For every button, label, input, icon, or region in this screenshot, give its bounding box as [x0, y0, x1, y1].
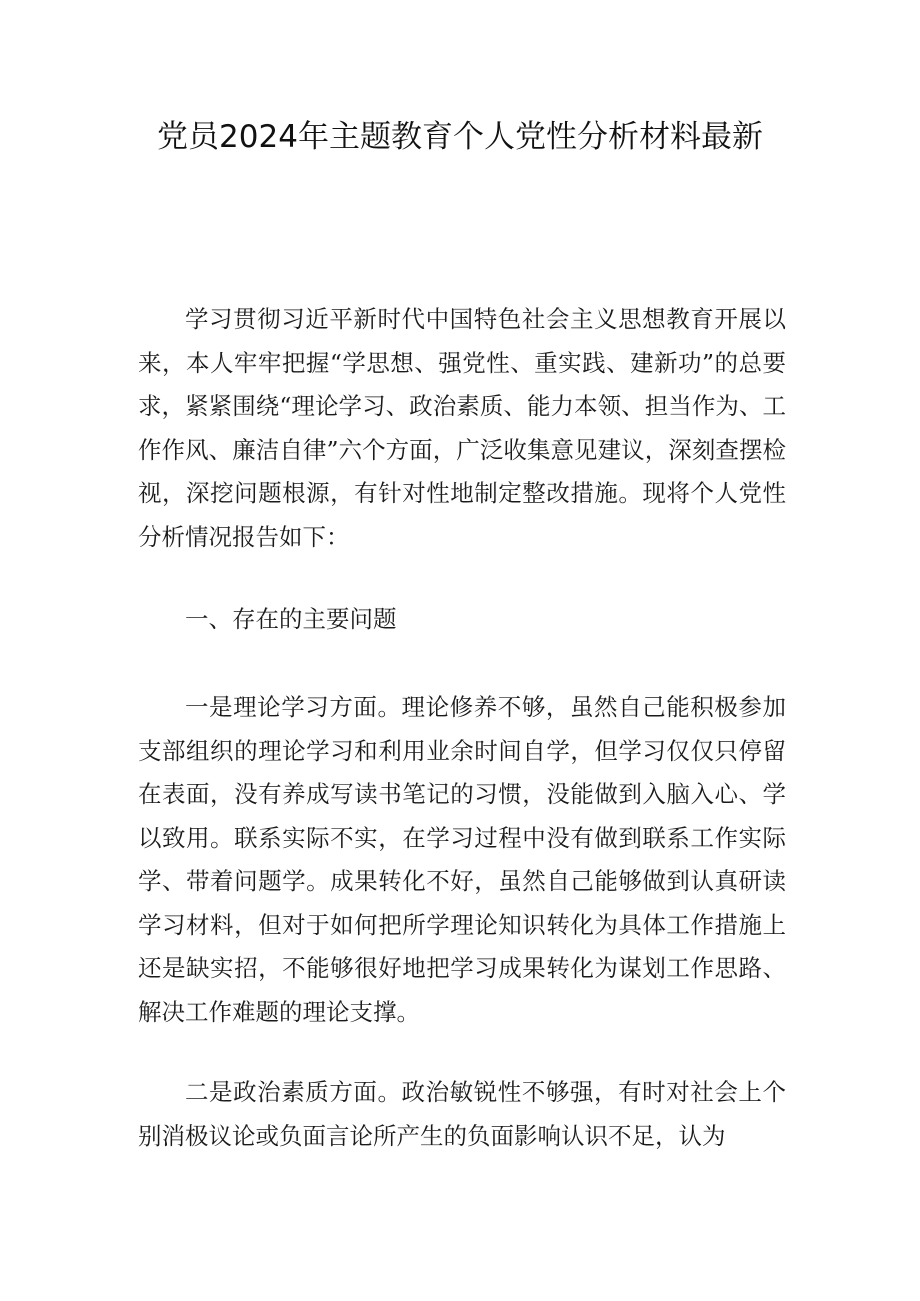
document-title: 党员2024年主题教育个人党性分析材料最新	[157, 119, 763, 155]
political-quality-paragraph: 二是政治素质方面。政治敏锐性不够强，有时对社会上个别消极议论或负面言论所产生的负面影响认识不足，认为	[138, 1078, 786, 1150]
intro-paragraph: 学习贯彻习近平新时代中国特色社会主义思想教育开展以来，本人牢牢把握“学思想、强党性、重实践、建新功”的总要求，紧紧围绕“理论学习、政治素质、能力本领、担当作为、工作作风、廉洁自律”六个方面，广泛收集意见建议，深刻查摆检视，深挖问题根源，有针对性地制定整改措施。现将个人党性分析情况报告如下：	[138, 305, 786, 551]
theory-study-paragraph: 一是理论学习方面。理论修养不够，虽然自己能积极参加支部组织的理论学习和利用业余时间自学，但学习仅仅只停留在表面，没有养成写读书笔记的习惯，没能做到入脑入心、学以致用。联系实际不实，在学习过程中没有做到联系工作实际学、带着问题学。成果转化不好，虽然自己能够做到认真研读学习材料，但对于如何把所学理论知识转化为具体工作措施上还是缺实招，不能够很好地把学习成果转化为谋划工作思路、解决工作难题的理论支撑。	[138, 693, 786, 1026]
section-heading: 一、存在的主要问题	[185, 605, 397, 633]
